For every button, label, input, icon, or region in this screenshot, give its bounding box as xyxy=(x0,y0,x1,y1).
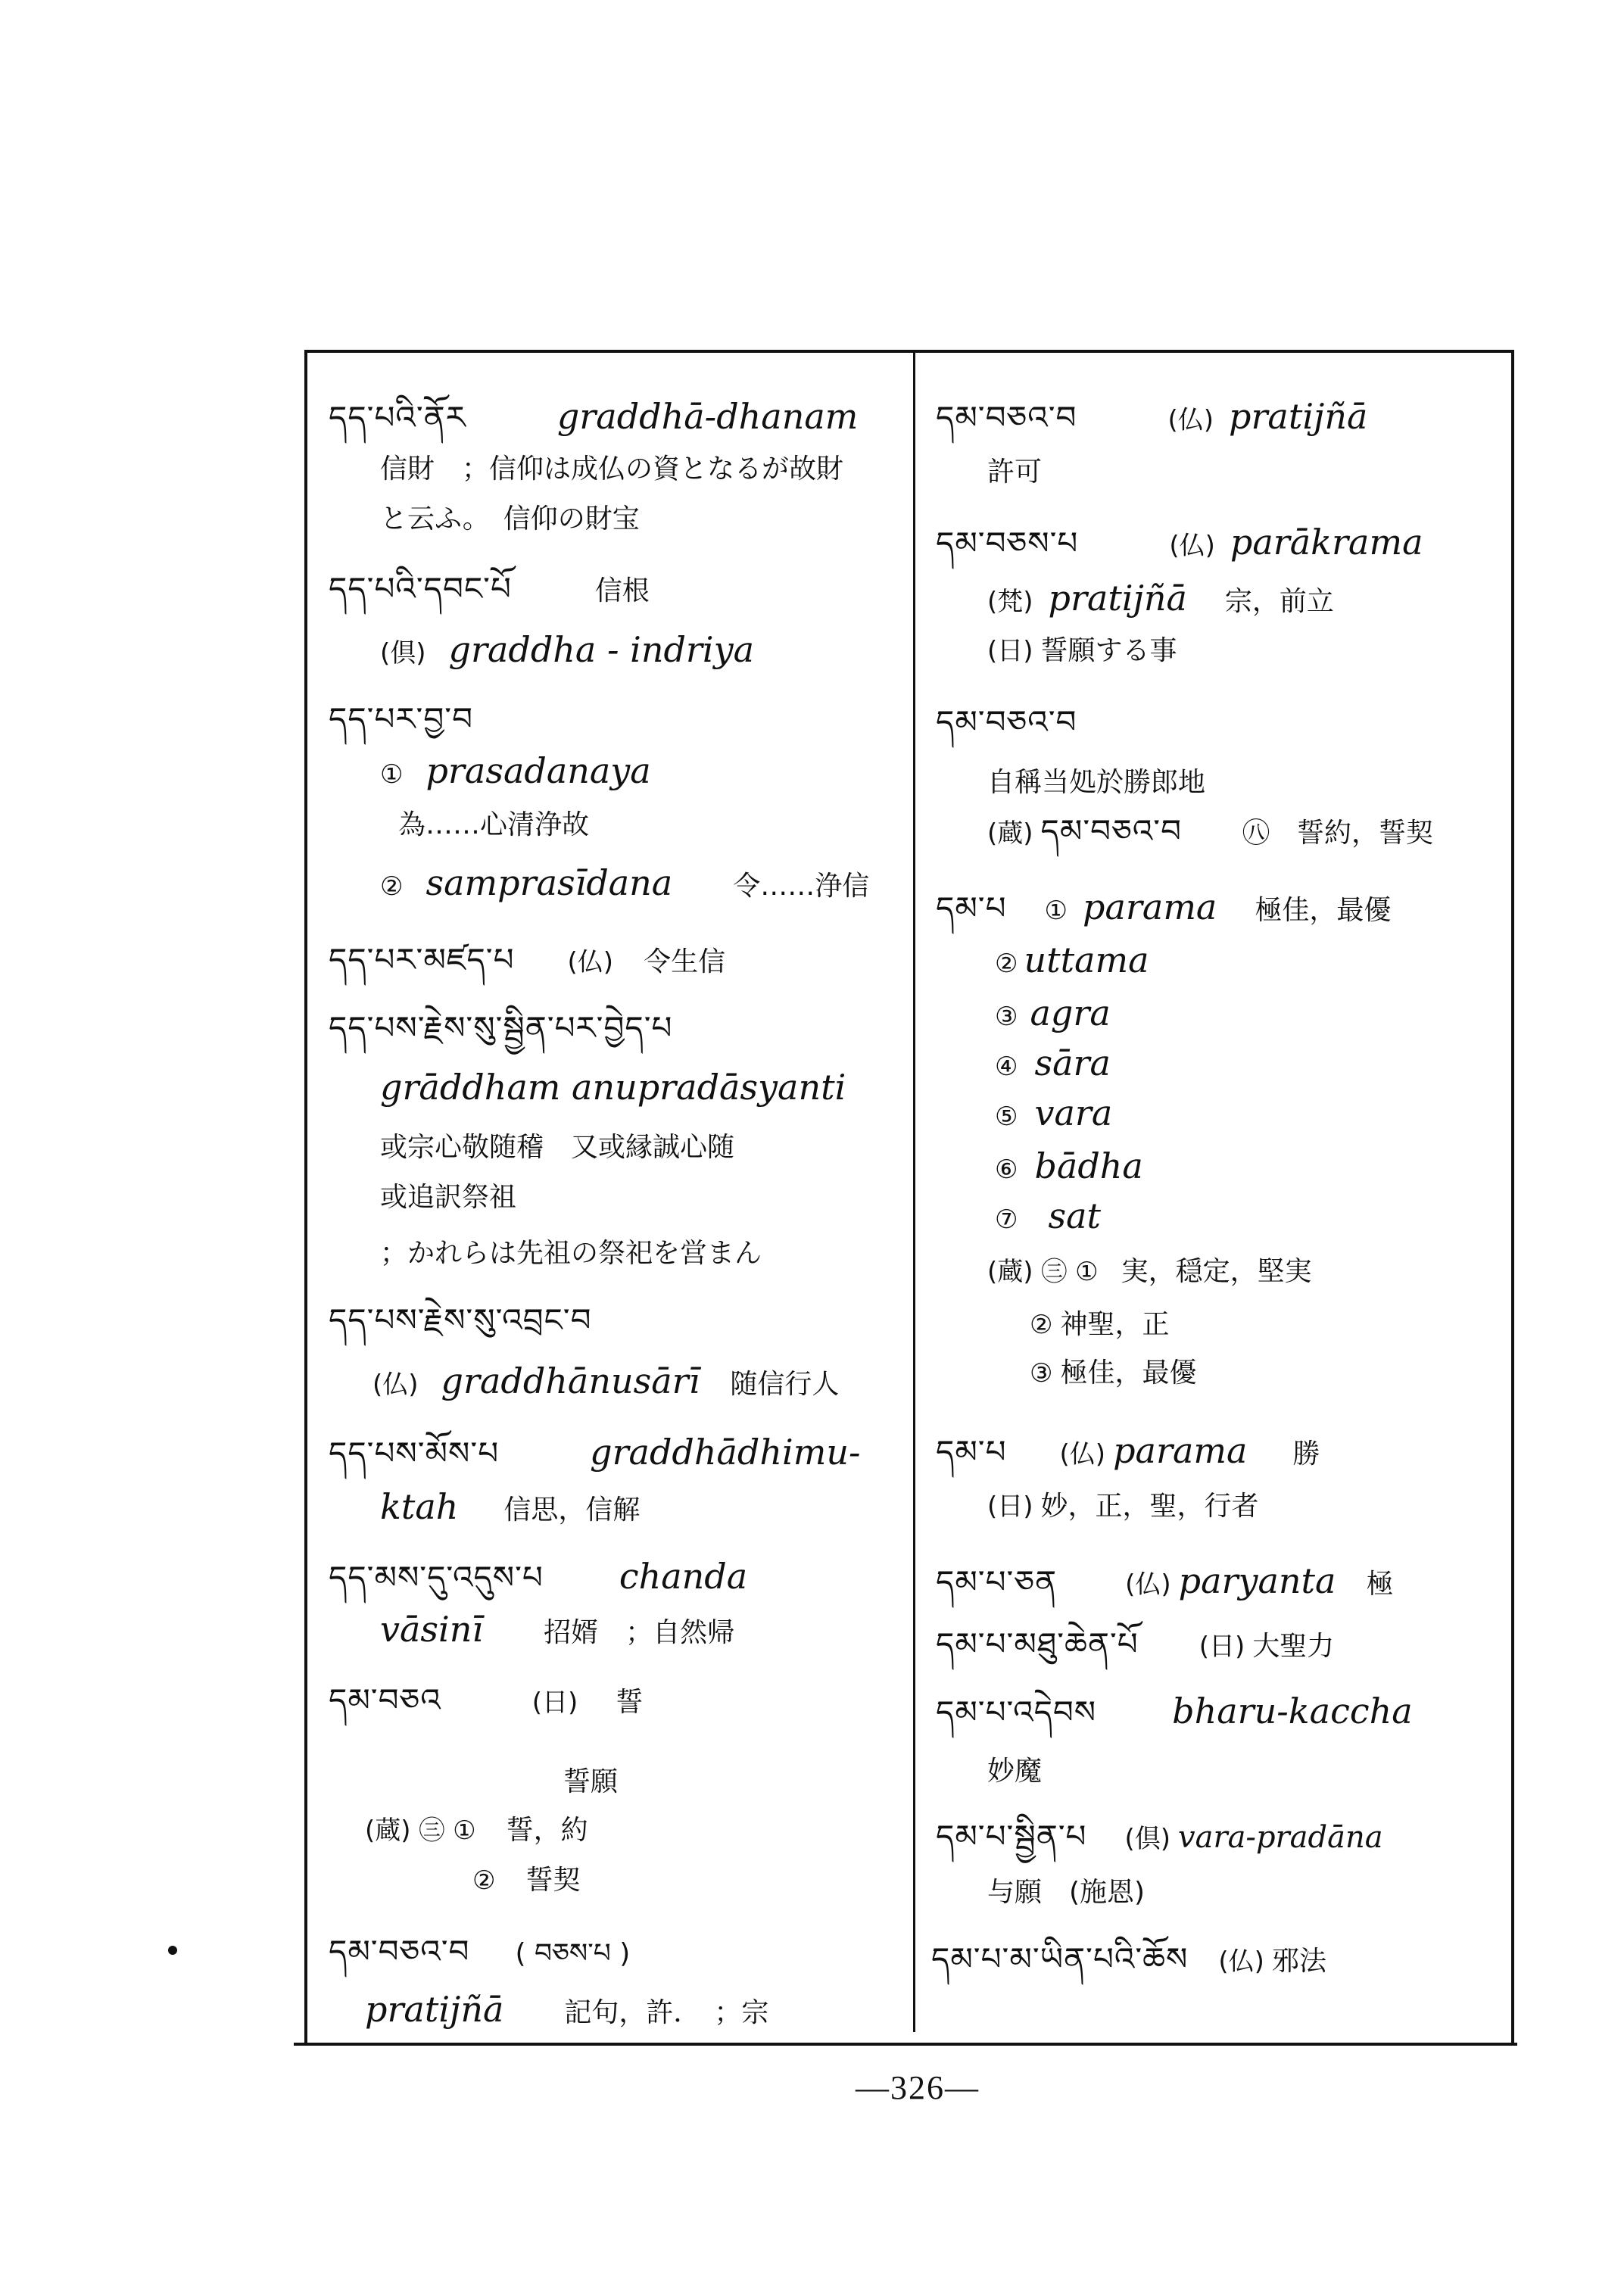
entry-line: (蔵) ㊂ ① 実，穏定，堅実 xyxy=(987,1256,1312,1287)
entry-line: དད་པས་རྗེས་སུ་སྦྱིན་པར་བྱེད་པ xyxy=(329,1009,673,1046)
entry-line: དམ་པ་མཐུ་ཆེན་པོ (日) 大聖力 xyxy=(936,1625,1335,1663)
entry-line: དམ་པ (仏) parama 勝 xyxy=(936,1430,1320,1471)
entry-line: དམ་བཅའ (日) 誓 xyxy=(329,1682,644,1719)
entry-line: དད་པའི་ནོར graddhā-dhanam xyxy=(329,396,859,437)
entry-line: pratijñā 記句，許． ；宗 xyxy=(365,1989,769,2030)
entry-line: དམ་པ་སྦྱིན་པ (倶) vara-pradāna xyxy=(936,1818,1383,1855)
entry-line: (蔵) དམ་བཅའ་བ ㊇ 誓約，誓契 xyxy=(987,812,1434,849)
right-column xyxy=(916,350,1514,2043)
entry-line: (日) 妙，正，聖，行者 xyxy=(987,1491,1259,1522)
entry-line: དམ་པ་ཅན (仏) paryanta 極 xyxy=(936,1560,1394,1601)
entry-line: ② 誓契 xyxy=(472,1865,581,1896)
entry-line: དམ་པ ① parama 極佳，最優 xyxy=(936,887,1392,927)
entry-line: དམ་བཅས་པ (仏) parākrama xyxy=(936,522,1423,563)
entry-line: ③ agra xyxy=(995,993,1111,1033)
entry-line: 或宗心敬随稽 又或縁誠心随 xyxy=(380,1132,735,1163)
entry-line: 妙魔 xyxy=(987,1756,1043,1787)
entry-line: ⑦ sat xyxy=(995,1195,1102,1236)
entry-line: དད་པའི་དབང་པོ 信根 xyxy=(329,570,650,607)
entry-line: དམ་བཅའ་བ (仏) pratijñā xyxy=(936,396,1368,437)
entry-line: と云ふ。 信仰の財宝 xyxy=(380,503,640,535)
entry-line: དམ་བཅའ་བ xyxy=(936,703,1077,740)
entry-line: དད་པས་མོས་པ graddhādhimu- xyxy=(329,1432,861,1473)
entry-line: vāsinī 招婿 ；自然帰 xyxy=(380,1609,735,1650)
entry-line: དད་པར་མཛད་པ (仏) 令生信 xyxy=(329,941,726,978)
entry-line: grāddham anupradāsyanti xyxy=(380,1067,846,1108)
entry-line: 許可 xyxy=(987,457,1043,488)
entry-line: ；かれらは先祖の祭祀を営まん xyxy=(380,1238,762,1269)
margin-mark xyxy=(168,1946,177,1955)
entry-line: 誓願 xyxy=(563,1766,619,1797)
entry-line: 或追訳祭祖 xyxy=(380,1182,517,1213)
entry-line: (倶) graddha - indriya xyxy=(380,629,755,670)
entry-line: ⑤ vara xyxy=(995,1092,1113,1133)
entry-line: ② samprasīdana 令……浄信 xyxy=(380,862,870,903)
entry-line: ② 神聖，正 xyxy=(1030,1309,1170,1340)
entry-line: 与願 (施恩) xyxy=(987,1877,1146,1908)
bottom-rule xyxy=(294,2043,1517,2046)
entry-line: དད་པར་བྱ་བ xyxy=(329,700,474,737)
column-divider xyxy=(913,350,915,2032)
page-number: —326— xyxy=(856,2069,980,2106)
entry-line: དམ་པ་མ་ཡིན་པའི་ཆོས (仏) 邪法 xyxy=(931,1940,1326,1978)
entry-line: དད་པས་རྗེས་སུ་འབྲང་བ xyxy=(329,1301,592,1339)
entry-line: (蔵) ㊂ ① 誓，約 xyxy=(365,1815,588,1846)
entry-line: དད་མས་དུ་འདུས་པ chanda xyxy=(329,1556,748,1597)
entry-line: ⑥ bādha xyxy=(995,1145,1143,1186)
entry-line: (梵) pratijñā 宗，前立 xyxy=(987,578,1334,619)
entry-line: ① prasadanaya xyxy=(380,750,651,791)
entry-line: དམ་བཅའ་བ ( བཅས་པ ) xyxy=(329,1933,631,1970)
entry-line: 自稱当処於勝郎地 xyxy=(987,767,1206,798)
left-column xyxy=(307,350,913,2043)
entry-line: ④ sāra xyxy=(995,1043,1111,1083)
entry-line: 為……心清浄故 xyxy=(398,809,590,840)
entry-line: ktah 信思，信解 xyxy=(380,1486,641,1527)
entry-line: (日) 誓願する事 xyxy=(987,635,1177,666)
entry-line: ③ 極佳，最優 xyxy=(1030,1357,1197,1389)
entry-line: ② uttama xyxy=(995,940,1149,980)
entry-line: (仏) graddhānusārī 随信行人 xyxy=(372,1361,840,1401)
entry-line: དམ་པ་འདེབས bharu-kaccha xyxy=(936,1691,1413,1731)
entry-line: 信財 ；信仰は成仏の資となるが故財 xyxy=(380,454,844,485)
